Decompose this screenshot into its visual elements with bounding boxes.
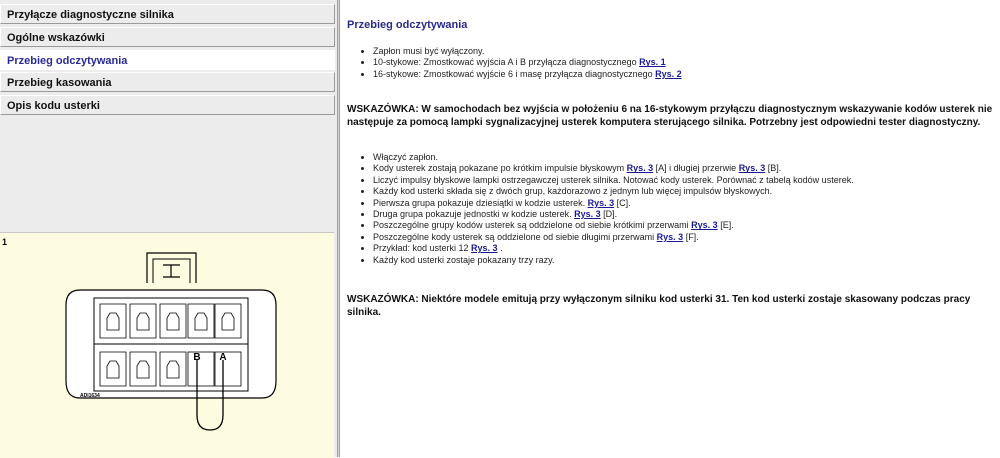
nav-item-reading-procedure[interactable]: Przebieg odczytywania: [0, 50, 335, 70]
fig-link[interactable]: Rys. 3: [738, 163, 766, 174]
fig-link[interactable]: Rys. 3: [587, 197, 615, 208]
content-pane: [340, 0, 1000, 457]
nav-item-diagnostic-connector[interactable]: Przyłącze diagnostyczne silnika: [0, 4, 335, 24]
pin-b-label: B: [193, 352, 201, 363]
list-item: • Poszczególne kody usterek są oddzielone od siebie długimi przerwami Rys. 3 [F].: [373, 232, 1000, 243]
list-item: • Każdy kod usterki składa się z dwóch grup, każdorazowo z jednym lub więcej impulsów błyskowych.: [373, 186, 1000, 197]
fig-link[interactable]: Rys. 3: [691, 220, 718, 231]
note-text: WSKAZÓWKA: Niektóre modele emitują przy wyłączonym silniku kod usterki 31. Ten kod usterki zostaje skasowany podczas pracy silnika.: [347, 294, 971, 318]
procedure-list: [360, 152, 1000, 266]
list-item: • Zapłon musi być wyłączony.: [373, 46, 1000, 57]
left-panel: [0, 0, 337, 457]
list-item: • Włączyć zapłon.: [373, 152, 1000, 163]
fig-link[interactable]: Rys. 3: [626, 163, 654, 174]
nav-item-fault-code-description[interactable]: Opis kodu usterki: [0, 95, 335, 115]
list-item: • Druga grupa pokazuje jednostki w kodzie usterek. Rys. 3 [D].: [373, 209, 1000, 220]
list-item: • 10-stykowe: Zmostkować wyjścia A i B przyłącza diagnostycznego Rys. 1: [373, 57, 1000, 68]
figure-number: 1: [2, 237, 8, 247]
pin-a-label: A: [219, 352, 227, 363]
list-item: • Pierwsza grupa pokazuje dziesiątki w kodzie usterek. Rys. 3 [C].: [373, 198, 1000, 209]
nav-item-general-notes[interactable]: Ogólne wskazówki: [0, 27, 335, 47]
fig-link[interactable]: Rys. 3: [656, 231, 684, 242]
preparation-list: [360, 46, 1000, 80]
connector-diagram: [0, 233, 334, 458]
nav-item-clearing-procedure[interactable]: Przebieg kasowania: [0, 72, 335, 92]
list-item: • 16-stykowe: Zmostkować wyjście 6 i masę przyłącza diagnostycznego Rys. 2: [373, 69, 1000, 80]
fig-link[interactable]: Rys. 3: [471, 243, 498, 254]
list-item: • Kody usterek zostają pokazane po krótkim impulsie błyskowym Rys. 3 [A] i długiej przerwie Rys. 3 [B].: [373, 163, 1000, 174]
figure-code: ADI1634: [80, 393, 100, 399]
fig-link[interactable]: Rys. 1: [639, 57, 666, 68]
list-item: • Poszczególne grupy kodów usterek są oddzielone od siebie krótkimi przerwami Rys. 3 [E].: [373, 220, 1000, 231]
list-item: • Liczyć impulsy błyskowe lampki ostrzegawczej usterek silnika. Notować kody usterek. Porównać z tabelą kodów usterek.: [373, 175, 1000, 186]
page-title: Przebieg odczytywania: [347, 19, 468, 31]
list-item: • Przykład: kod usterki 12 Rys. 3 .: [373, 243, 1000, 254]
fig-link[interactable]: Rys. 3: [574, 209, 601, 220]
note-text: WSKAZÓWKA: W samochodach bez wyjścia w położeniu 6 na 16-stykowym przyłączu diagnostycznym wskazywanie kodów usterek nie następuje za pomocą lampki sygnalizacyjnej usterek komputera sterującego silnika. Potrzebny jest odpowiedni tester diagnostyczny.: [347, 104, 993, 128]
fig-link[interactable]: Rys. 2: [655, 68, 682, 79]
figure-panel: [0, 232, 334, 458]
list-item: • Każdy kod usterki zostaje pokazany trzy razy.: [373, 255, 1000, 266]
